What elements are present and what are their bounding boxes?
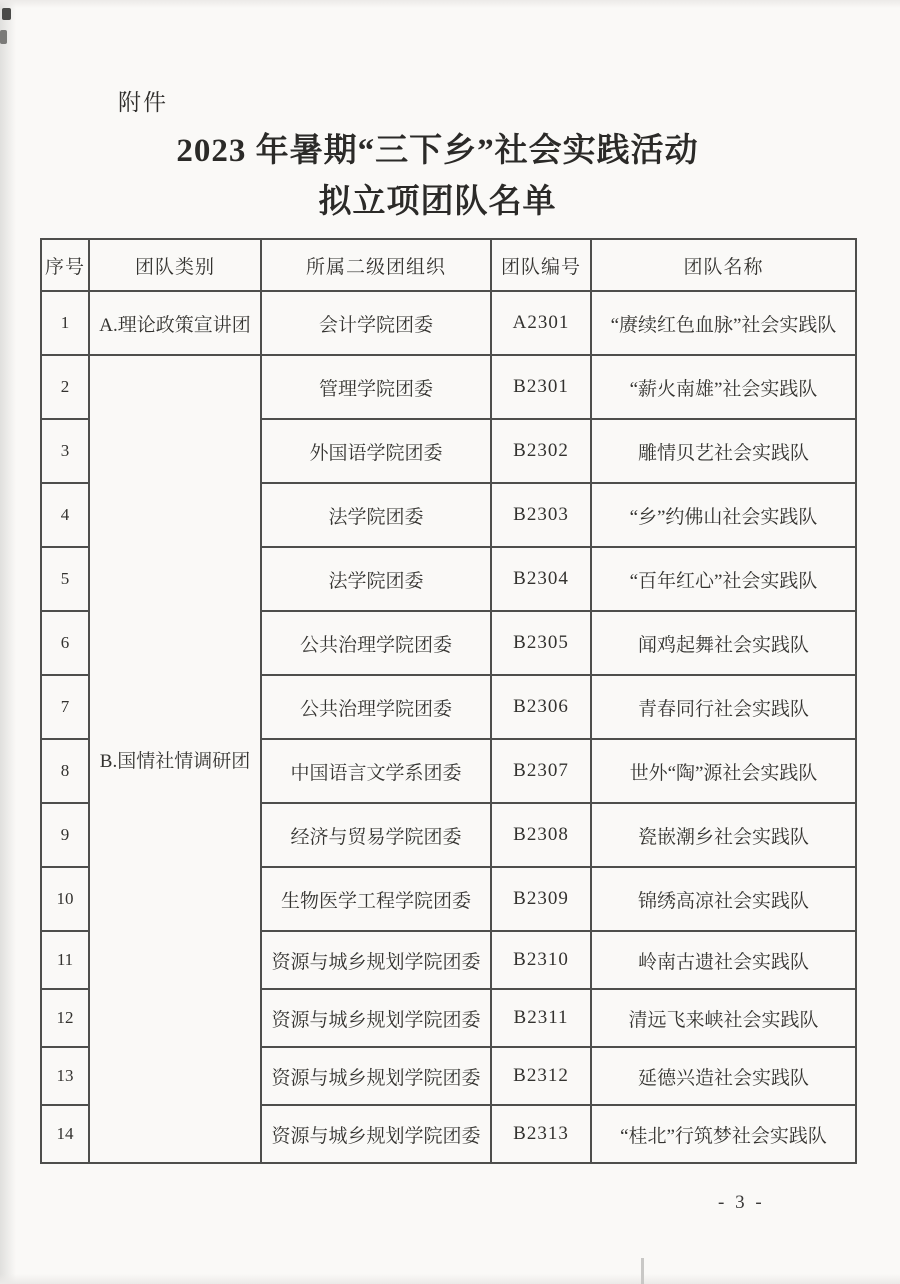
team-code-cell: B2311 — [491, 989, 591, 1047]
org-cell: 资源与城乡规划学院团委 — [261, 931, 491, 989]
team-list-table — [40, 238, 857, 1164]
team-code-cell: B2305 — [491, 611, 591, 675]
team-name-cell: 世外“陶”源社会实践队 — [591, 739, 856, 803]
header-org: 所属二级团组织 — [261, 239, 491, 291]
team-code-cell: A2301 — [491, 291, 591, 355]
row-number-cell: 7 — [41, 675, 89, 739]
page-number: - 3 - — [718, 1192, 765, 1213]
header-category: 团队类别 — [89, 239, 261, 291]
row-number-cell: 4 — [41, 483, 89, 547]
table-header-row — [41, 239, 856, 291]
org-cell: 经济与贸易学院团委 — [261, 803, 491, 867]
row-number-cell: 12 — [41, 989, 89, 1047]
org-cell: 法学院团委 — [261, 483, 491, 547]
team-name-cell: 瓷嵌潮乡社会实践队 — [591, 803, 856, 867]
team-name-cell: “桂北”行筑梦社会实践队 — [591, 1105, 856, 1163]
row-number-cell: 6 — [41, 611, 89, 675]
team-name-cell: 岭南古遗社会实践队 — [591, 931, 856, 989]
org-cell: 法学院团委 — [261, 547, 491, 611]
row-number-cell: 1 — [41, 291, 89, 355]
team-category-a-cell: A.理论政策宣讲团 — [89, 291, 261, 355]
team-name-cell: “乡”约佛山社会实践队 — [591, 483, 856, 547]
team-code-cell: B2304 — [491, 547, 591, 611]
org-cell: 会计学院团委 — [261, 291, 491, 355]
scan-speck — [2, 8, 11, 20]
team-name-cell: “赓续红色血脉”社会实践队 — [591, 291, 856, 355]
row-number-cell: 2 — [41, 355, 89, 419]
org-cell: 外国语学院团委 — [261, 419, 491, 483]
team-code-cell: B2303 — [491, 483, 591, 547]
row-number-cell: 10 — [41, 867, 89, 931]
row-number-cell: 13 — [41, 1047, 89, 1105]
team-category-b-cell: B.国情社情调研团 — [89, 355, 261, 1163]
org-cell: 管理学院团委 — [261, 355, 491, 419]
scan-smudge — [641, 1258, 644, 1284]
team-name-cell: 闻鸡起舞社会实践队 — [591, 611, 856, 675]
org-cell: 资源与城乡规划学院团委 — [261, 1047, 491, 1105]
document-title-line1: 2023 年暑期“三下乡”社会实践活动 — [176, 133, 699, 169]
team-code-cell: B2301 — [491, 355, 591, 419]
header-serial: 序号 — [41, 239, 89, 291]
team-code-cell: B2307 — [491, 739, 591, 803]
team-name-cell: 雕情贝艺社会实践队 — [591, 419, 856, 483]
team-code-cell: B2302 — [491, 419, 591, 483]
row-number-cell: 3 — [41, 419, 89, 483]
header-name: 团队名称 — [591, 239, 856, 291]
row-number-cell: 8 — [41, 739, 89, 803]
document-title-line2: 拟立项团队名单 — [318, 184, 557, 220]
org-cell: 中国语言文学系团委 — [261, 739, 491, 803]
org-cell: 公共治理学院团委 — [261, 611, 491, 675]
team-code-cell: B2306 — [491, 675, 591, 739]
team-name-cell: 锦绣高凉社会实践队 — [591, 867, 856, 931]
table-row — [41, 355, 856, 419]
attachment-label: 附件 — [118, 90, 168, 115]
scan-speck — [0, 30, 7, 44]
team-name-cell: “百年红心”社会实践队 — [591, 547, 856, 611]
team-name-cell: 青春同行社会实践队 — [591, 675, 856, 739]
team-code-cell: B2309 — [491, 867, 591, 931]
scan-edge-shading-top — [0, 0, 900, 8]
org-cell: 资源与城乡规划学院团委 — [261, 989, 491, 1047]
team-name-cell: 延德兴造社会实践队 — [591, 1047, 856, 1105]
scan-edge-shading-bottom — [0, 1274, 900, 1284]
team-name-cell: 清远飞来峡社会实践队 — [591, 989, 856, 1047]
row-number-cell: 5 — [41, 547, 89, 611]
table-row — [41, 291, 856, 355]
team-code-cell: B2310 — [491, 931, 591, 989]
row-number-cell: 9 — [41, 803, 89, 867]
team-code-cell: B2308 — [491, 803, 591, 867]
org-cell: 生物医学工程学院团委 — [261, 867, 491, 931]
team-name-cell: “薪火南雄”社会实践队 — [591, 355, 856, 419]
document-title — [30, 126, 845, 228]
org-cell: 资源与城乡规划学院团委 — [261, 1105, 491, 1163]
team-code-cell: B2312 — [491, 1047, 591, 1105]
header-code: 团队编号 — [491, 239, 591, 291]
row-number-cell: 14 — [41, 1105, 89, 1163]
row-number-cell: 11 — [41, 931, 89, 989]
org-cell: 公共治理学院团委 — [261, 675, 491, 739]
team-code-cell: B2313 — [491, 1105, 591, 1163]
scan-edge-shading-left — [0, 0, 16, 1284]
